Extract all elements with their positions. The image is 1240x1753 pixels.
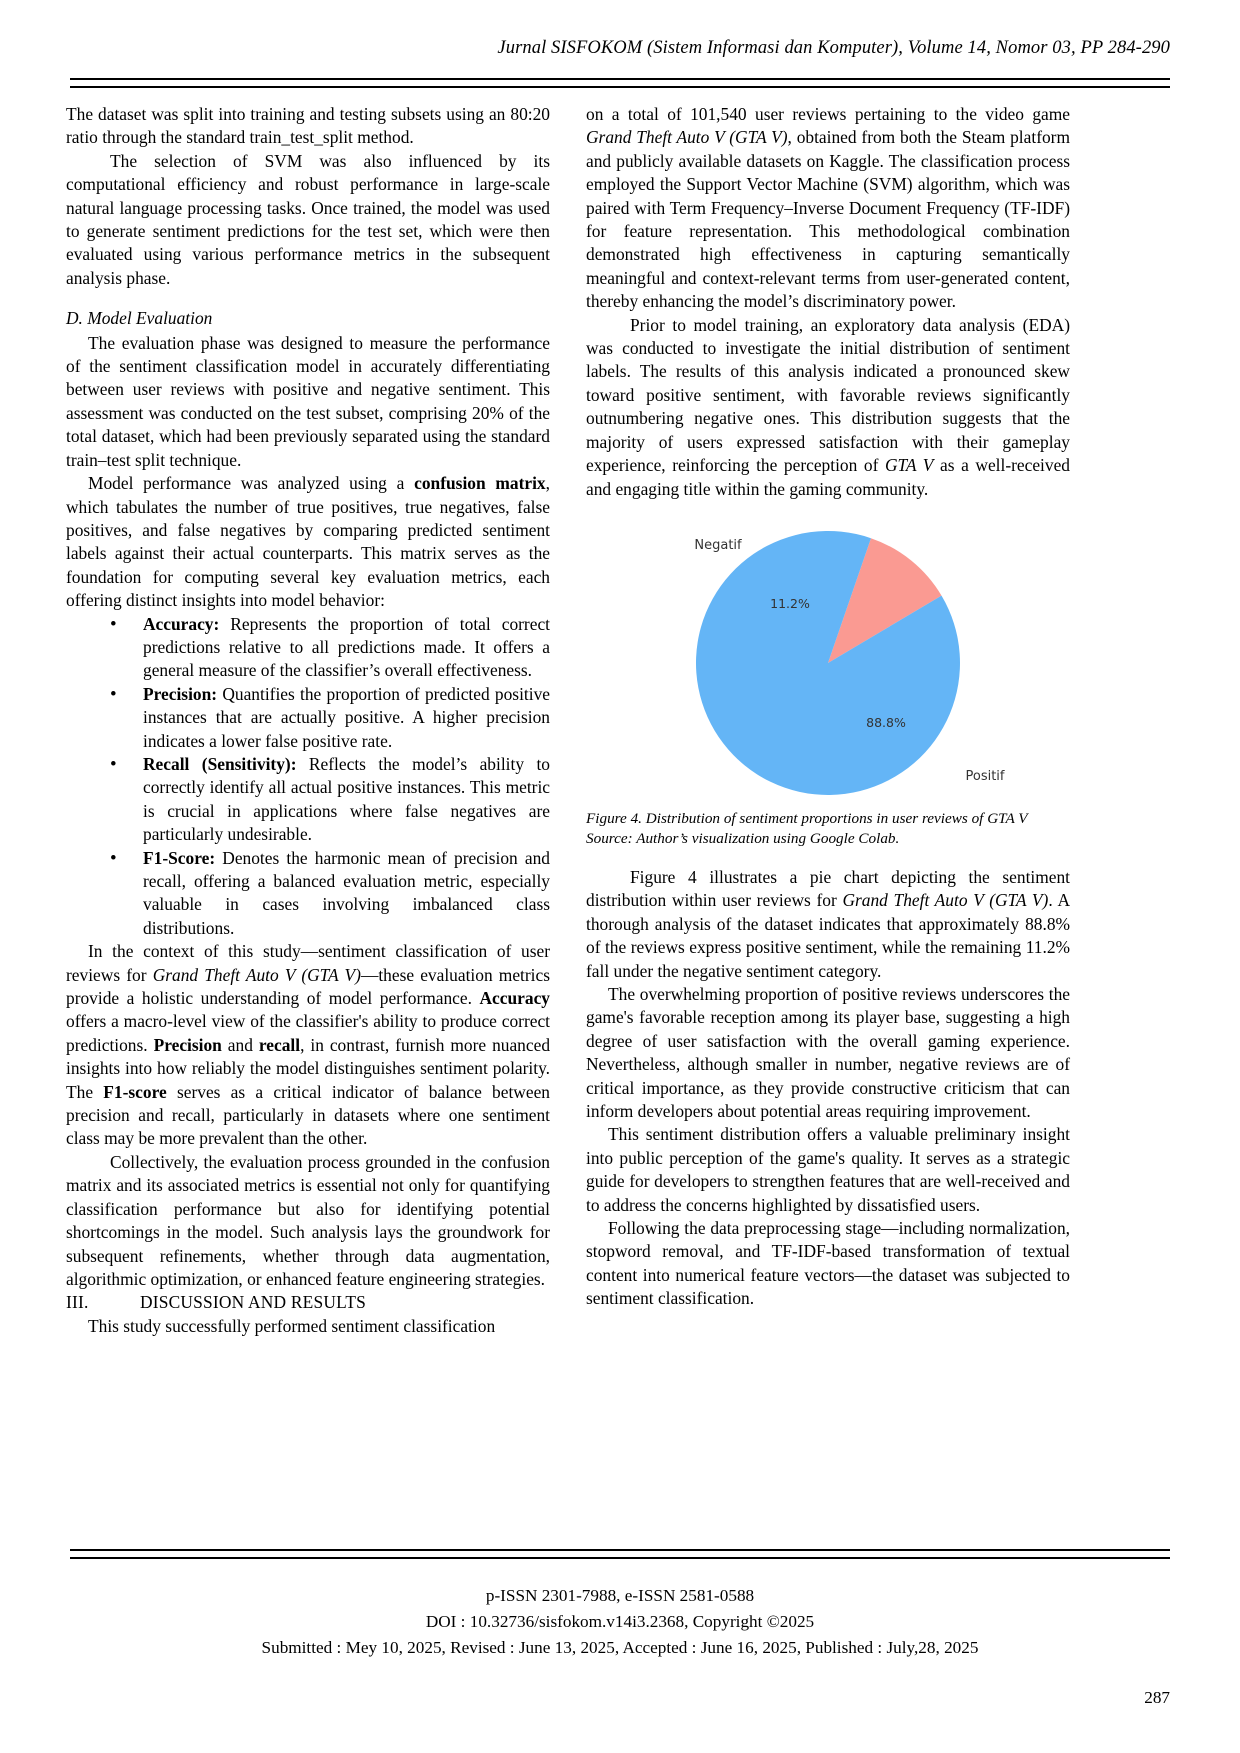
text-run: , which tabulates the number of true positives, true negatives, false positives, and false negatives by comparing predicted sentiment labels against their actual counterparts. This matrix serves as the foundation for computing several key evaluation metrics, each offering distinct insights into model behavior: bbox=[66, 473, 550, 611]
game-title-short: GTA V bbox=[884, 455, 934, 476]
paragraph-study-performed: This study successfully performed sentiment classification bbox=[88, 1315, 496, 1336]
running-head: Jurnal SISFOKOM (Sistem Informasi dan Komputer), Volume 14, Nomor 03, PP 284-290 bbox=[497, 38, 1170, 58]
text-run: on a total of 101,540 user reviews pertaining to the video game bbox=[586, 104, 1070, 124]
metric-term: Precision: bbox=[143, 683, 218, 704]
paragraph-sentiment-insight: This sentiment distribution offers a valuable preliminary insight into public perception of the game's quality. It serves as a strategic guide for developers to strengthen features that are well-received and to address the concerns highlighted by dissatisfied users. bbox=[586, 1124, 1070, 1215]
list-item bbox=[66, 847, 550, 941]
list-item bbox=[66, 753, 550, 847]
page-number: 287 bbox=[1144, 1688, 1170, 1707]
game-title: Grand Theft Auto V (GTA V) bbox=[152, 964, 361, 985]
text-run: , in contrast, furnish more nuanced insights into how reliably the model distinguishes sentiment polarity. The bbox=[66, 1034, 551, 1102]
term-f1-score: F1-score bbox=[103, 1081, 167, 1102]
paragraph-eda bbox=[586, 314, 1070, 501]
section-heading-discussion bbox=[66, 1291, 550, 1314]
metric-text: Quantifies the proportion of predicted positive instances that are actually positive. A higher precision indicates a lower false positive rate. bbox=[143, 683, 550, 751]
text-run: serves as a critical indicator of balance between precision and recall, particularly in datasets where one sentiment class may be more prevalent than the other. bbox=[66, 1081, 550, 1149]
pie-chart-svg bbox=[618, 515, 1038, 797]
paragraph-collectively: Collectively, the evaluation process grounded in the confusion matrix and its associated metrics is essential not only for quantifying classification performance but also for identifying potential shortcomings in the model. Such analysis lays the groundwork for subsequent refinements, whether through data augmentation, algorithmic optimization, or enhanced feature engineering strategies. bbox=[66, 1151, 550, 1289]
bullet-icon: • bbox=[110, 847, 117, 869]
text-run: and bbox=[221, 1034, 259, 1055]
paragraph-context-of-study bbox=[66, 940, 550, 1151]
pie-label-negatif: Negatif bbox=[694, 537, 742, 553]
figure-4 bbox=[586, 501, 1070, 850]
text-run: , obtained from both the Steam platform and publicly available datasets on Kaggle. The classification process employed the Support Vector Machine (SVM) algorithm, which was paired with Term Frequency–Inverse Document Frequency (TF-IDF) for feature representation. This methodological combination demonstrated high effectiveness in capturing semantically meaningful and context-relevant terms from user-generated content, thereby enhancing the model’s discriminatory power. bbox=[586, 127, 1070, 312]
list-item bbox=[66, 613, 550, 683]
paragraph-positive-reviews: The overwhelming proportion of positive reviews underscores the game's favorable reception among its player base, suggesting a high degree of user satisfaction with the overall gaming experience. Nevertheless, although smaller in number, negative reviews are of critical importance, as they provide constructive criticism that can inform developers about potential areas requiring improvement. bbox=[586, 983, 1070, 1121]
text-run: offers a macro-level view of the classifier's ability to produce correct predictions. bbox=[66, 1011, 550, 1055]
metric-text: Reflects the model’s ability to correctly identify all actual positive instances. This metric is crucial in applications where false negatives are particularly undesirable. bbox=[143, 753, 550, 845]
metrics-list bbox=[66, 613, 550, 941]
left-column bbox=[66, 103, 550, 1343]
pie-label-positif: Positif bbox=[965, 768, 1005, 784]
term-confusion-matrix: confusion matrix bbox=[414, 473, 546, 494]
paragraph-svm-selection: The selection of SVM was also influenced by its computational efficiency and robust performance in large-scale natural language processing tasks. Once trained, the model was used to generate sentiment predictions for the test set, which were then evaluated using various performance metrics in the subsequent analysis phase. bbox=[66, 150, 550, 288]
text-run: Model performance was analyzed using a bbox=[88, 473, 415, 494]
paragraph-evaluation-phase: The evaluation phase was designed to measure the performance of the sentiment classification model in accurately differentiating between user reviews with positive and negative sentiment. This assessment was conducted on the test subset, comprising 20% of the total dataset, which had been previously separated using the standard train–test split technique. bbox=[66, 332, 550, 470]
section-numeral: III. bbox=[66, 1292, 89, 1313]
text-run: as a well-received and engaging title within the gaming community. bbox=[586, 455, 1070, 499]
text-run: In the context of this study—sentiment classification of user reviews for bbox=[66, 941, 550, 985]
text-run: Prior to model training, an exploratory data analysis (EDA) was conducted to investigate the initial distribution of sentiment labels. The results of this analysis indicated a pronounced skew toward positive sentiment, with favorable reviews significantly outnumbering negative ones. This distribution suggests that the majority of users expressed satisfaction with their gameplay experience, reinforcing the perception of bbox=[586, 314, 1070, 476]
footer-doi: DOI : 10.32736/sisfokom.v14i3.2368, Copyright ©2025 bbox=[425, 1611, 815, 1631]
header-rule bbox=[70, 78, 1170, 88]
figure-caption-line-1: Figure 4. Distribution of sentiment proportions in user reviews of GTA V bbox=[586, 809, 1028, 827]
metric-text: Denotes the harmonic mean of precision and recall, offering a balanced evaluation metric, especially valuable in cases involving imbalanced class distributions. bbox=[143, 847, 550, 938]
paragraph-preprocessing: Following the data preprocessing stage—including normalization, stopword removal, and TF-IDF-based transformation of textual content into numerical feature vectors—the dataset was subjected to sentiment classification. bbox=[586, 1218, 1070, 1309]
pie-label-positif-percent: 88.8% bbox=[866, 714, 906, 730]
page-footer bbox=[70, 1583, 1170, 1660]
bullet-icon: • bbox=[110, 683, 117, 705]
game-title: Grand Theft Auto V (GTA V) bbox=[842, 890, 1049, 911]
bullet-icon: • bbox=[110, 613, 117, 635]
text-run: . A thorough analysis of the dataset indicates that approximately 88.8% of the reviews express positive sentiment, while the remaining 11.2% fall under the negative sentiment category. bbox=[586, 890, 1070, 981]
term-accuracy: Accuracy bbox=[479, 988, 550, 1009]
paragraph-confusion-matrix bbox=[66, 472, 550, 612]
right-column bbox=[586, 103, 1070, 1343]
footer-dates: Submitted : Mey 10, 2025, Revised : June 13, 2025, Accepted : June 16, 2025, Published : July,28, 2025 bbox=[261, 1637, 979, 1657]
paragraph-dataset-source bbox=[586, 103, 1070, 314]
pie-chart bbox=[586, 515, 1070, 797]
list-item bbox=[66, 683, 550, 753]
paragraph-dataset-split: The dataset was split into training and testing subsets using an 80:20 ratio through the standard train_test_split method. bbox=[66, 104, 550, 148]
metric-term: F1-Score: bbox=[143, 847, 216, 868]
term-recall: recall bbox=[258, 1034, 301, 1055]
bullet-icon: • bbox=[110, 753, 117, 775]
footer-issn: p-ISSN 2301-7988, e-ISSN 2581-0588 bbox=[485, 1586, 755, 1605]
metric-term: Recall (Sensitivity): bbox=[143, 753, 297, 774]
figure-caption-line-2: Source: Author’s visualization using Google Colab. bbox=[586, 830, 900, 848]
subheading-model-evaluation: D. Model Evaluation bbox=[66, 308, 213, 329]
metric-term: Accuracy: bbox=[143, 613, 220, 634]
two-column-body bbox=[66, 103, 1174, 1343]
pie-label-negatif-percent: 11.2% bbox=[770, 595, 810, 611]
text-run: —these evaluation metrics provide a holistic understanding of model performance. bbox=[66, 964, 550, 1009]
text-run: Figure 4 illustrates a pie chart depicting the sentiment distribution within user reviews for bbox=[586, 866, 1070, 911]
term-precision: Precision bbox=[153, 1034, 222, 1055]
footer-rule bbox=[70, 1549, 1170, 1559]
metric-text: Represents the proportion of total correct predictions relative to all predictions made. It offers a general measure of the classifier’s overall effectiveness. bbox=[143, 613, 550, 681]
game-title: Grand Theft Auto V (GTA V) bbox=[586, 127, 788, 148]
paragraph-figure-description bbox=[586, 850, 1070, 983]
section-title: DISCUSSION AND RESULTS bbox=[140, 1292, 367, 1313]
